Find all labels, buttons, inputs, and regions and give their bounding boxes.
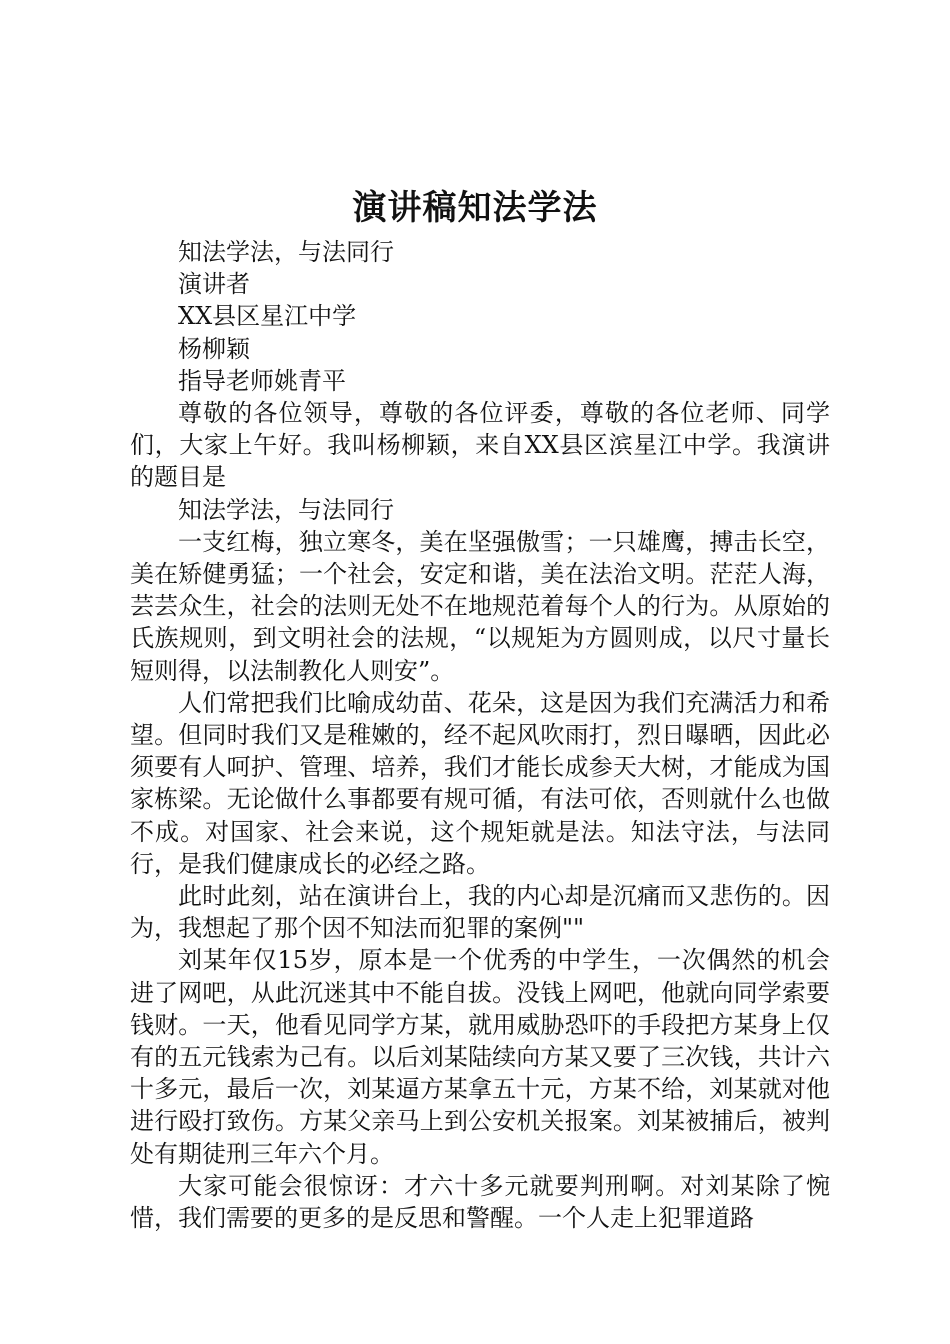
paragraph: 尊敬的各位领导，尊敬的各位评委，尊敬的各位老师、同学们，大家上午好。我叫杨柳颖，来自XX县区滨星江中学。我演讲的题目是: [130, 399, 830, 492]
paragraph: 刘某年仅15岁，原本是一个优秀的中学生，一次偶然的机会进了网吧，从此沉迷其中不能自拔。没钱上网吧，他就向同学索要钱财。一天，他看见同学方某，就用威胁恐吓的手段把方某身上仅有的五元钱索为己有。以后刘某陆续向方某又要了三次钱，共计六十多元，最后一次，刘某逼方某拿五十元，方某不给，刘某就对他进行殴打致伤。方某父亲马上到公安机关报案。刘某被捕后，被判处有期徒刑三年六个月。: [130, 946, 830, 1168]
paragraph: 演讲者: [178, 270, 250, 299]
document-body: [130, 236, 830, 1234]
paragraph: 此时此刻，站在演讲台上，我的内心却是沉痛而又悲伤的。因为，我想起了那个因不知法而犯罪的案例"": [130, 882, 830, 943]
document-title: 演讲稿知法学法: [352, 188, 598, 228]
paragraph: 指导老师姚青平: [178, 366, 346, 395]
paragraph: 杨柳颖: [178, 334, 250, 363]
paragraph: 知法学法，与法同行: [178, 238, 394, 266]
paragraph: 大家可能会很惊讶：才六十多元就要判刑啊。对刘某除了惋惜，我们需要的更多的是反思和警醒。一个人走上犯罪道路: [130, 1171, 830, 1233]
paragraph: 一支红梅，独立寒冬，美在坚强傲雪；一只雄鹰，搏击长空，美在矫健勇猛；一个社会，安定和谐，美在法治文明。茫茫人海，芸芸众生，社会的法则无处不在地规范着每个人的行为。从原始的氏族规则，到文明社会的法规，“以规矩为方圆则成，以尺寸量长短则得，以法制教化人则安”。: [130, 527, 830, 685]
paragraph: 知法学法，与法同行: [178, 495, 394, 524]
paragraph: XX县区星江中学: [178, 302, 357, 331]
paragraph: 人们常把我们比喻成幼苗、花朵，这是因为我们充满活力和希望。但同时我们又是稚嫩的，经不起风吹雨打，烈日曝晒，因此必须要有人呵护、管理、培养，我们才能长成参天大树，才能成为国家栋梁。无论做什么事都要有规可循，有法可依，否则就什么也做不成。对国家、社会来说，这个规矩就是法。知法守法，与法同行，是我们健康成长的必经之路。: [130, 688, 830, 878]
